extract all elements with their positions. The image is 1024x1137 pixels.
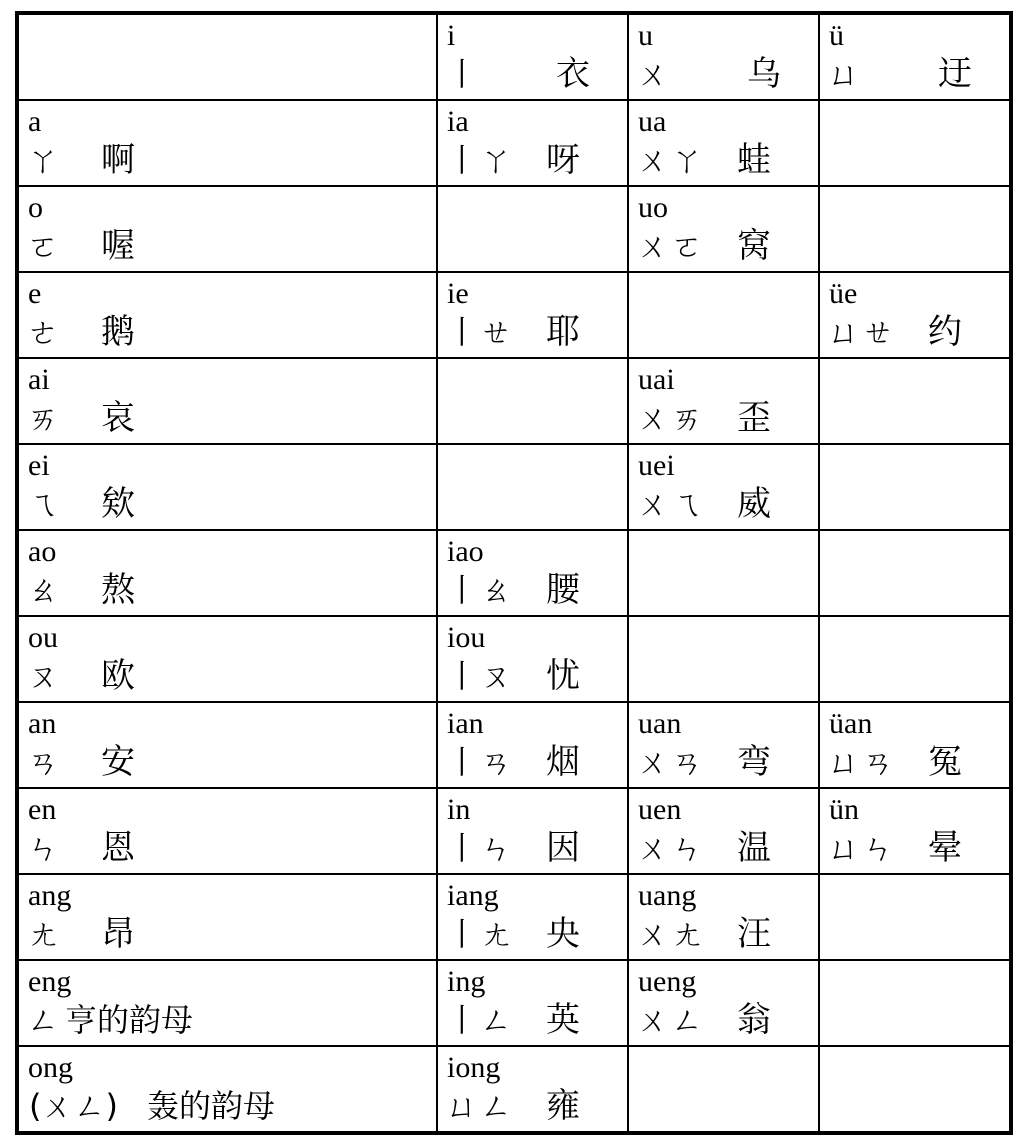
zhuyin-symbol: ㄚ [27,141,62,179]
table-cell [437,788,628,874]
pinyin-label: üan [829,707,873,740]
zhuyin-symbol: ㄟ [27,485,62,523]
example-character: 汪 [737,914,771,954]
zhuyin-symbol: 丨ㄥ [446,1001,515,1039]
example-character: 英 [546,1000,580,1040]
pinyin-label: uo [638,191,668,224]
table-row [17,960,1011,1046]
pinyin-label: uai [638,363,675,396]
example-character: 恩 [101,828,135,868]
table-cell [628,358,819,444]
zhuyin-symbol: 丨ㄝ [446,313,515,351]
pinyin-label: ei [28,449,50,482]
pinyin-label: en [28,793,57,826]
pinyin-label: eng [28,965,72,998]
table-cell [628,100,819,186]
table-cell [17,444,437,530]
table-cell [819,100,1011,186]
table-cell [437,444,628,530]
example-character: 烟 [546,742,580,782]
example-character: 央 [546,914,580,954]
table-cell [17,1046,437,1133]
zhuyin-symbol: ㄨㄤ [637,915,706,953]
zhuyin-symbol: ㄩ [828,55,863,93]
example-character: 约 [928,312,962,352]
table-cell [628,616,819,702]
table-row [17,272,1011,358]
zhuyin-symbol: ㄨㄞ [637,399,706,437]
zhuyin-symbol: ㄩㄢ [828,743,897,781]
table-cell [628,702,819,788]
pinyin-label: uang [638,879,697,912]
pinyin-label: a [28,105,42,138]
example-character: 温 [737,828,771,868]
zhuyin-symbol: ㄢ [27,743,62,781]
table-cell [437,874,628,960]
zhuyin-symbol: ㄥ [27,1001,62,1039]
example-character: 呀 [546,140,580,180]
zhuyin-symbol: ㄩㄝ [828,313,897,351]
table-cell [628,1046,819,1133]
example-character: 因 [546,828,580,868]
zhuyin-symbol: (ㄨㄥ) [29,1087,118,1125]
pinyin-label: uei [638,449,675,482]
pinyin-label: i [447,19,456,52]
zhuyin-symbol: ㄛ [27,227,62,265]
table-row [17,874,1011,960]
table-cell [17,702,437,788]
example-character: 腰 [546,570,580,610]
pinyin-label: an [28,707,57,740]
zhuyin-symbol: ㄣ [27,829,62,867]
pinyin-label: iou [447,621,486,654]
pinyin-label: ueng [638,965,697,998]
table-cell [628,960,819,1046]
table-cell [628,272,819,358]
table-row [17,358,1011,444]
table-cell [17,186,437,272]
table-row [17,1046,1011,1133]
zhuyin-symbol: 丨ㄣ [446,829,515,867]
zhuyin-symbol: ㄩㄥ [446,1087,515,1125]
example-character: 雍 [546,1086,580,1126]
table-row [17,186,1011,272]
pinyin-label: ün [829,793,859,826]
zhuyin-symbol: ㄨㄟ [637,485,706,523]
pinyin-label: uen [638,793,682,826]
zhuyin-symbol: ㄨㄥ [637,1001,706,1039]
pinyin-label: ü [829,19,844,52]
table-cell [819,616,1011,702]
example-character: 乌 [747,54,781,94]
table-cell [17,960,437,1046]
example-character: 啊 [101,140,135,180]
pinyin-label: ua [638,105,667,138]
table-cell [17,616,437,702]
table-cell [17,272,437,358]
table-cell [628,874,819,960]
table-cell [819,272,1011,358]
example-character: 晕 [928,828,962,868]
table-cell [437,272,628,358]
table-cell [437,960,628,1046]
zhuyin-symbol: ㄨㄢ [637,743,706,781]
example-character: 欸 [101,484,135,524]
table-cell [437,1046,628,1133]
zhuyin-symbol: 丨ㄢ [446,743,515,781]
table-cell [437,530,628,616]
zhuyin-symbol: 丨ㄚ [446,141,515,179]
zhuyin-symbol: ㄩㄣ [828,829,897,867]
table-cell [819,960,1011,1046]
example-character: 昂 [101,914,135,954]
table-cell [819,1046,1011,1133]
table-cell [17,530,437,616]
example-character: 鹅 [101,312,135,352]
pinyin-label: ong [28,1051,73,1084]
example-note: 轰的韵母 [147,1087,276,1125]
table-row [17,702,1011,788]
table-cell [17,788,437,874]
pinyin-label: o [28,191,43,224]
pinyin-label: ao [28,535,57,568]
example-character: 欧 [101,656,135,696]
zhuyin-symbol: 丨ㄠ [446,571,515,609]
pinyin-label: ian [447,707,484,740]
zhuyin-symbol: ㄨㄛ [637,227,706,265]
example-character: 翁 [737,1000,771,1040]
example-character: 喔 [101,226,135,266]
example-character: 忧 [546,656,580,696]
table-cell [819,874,1011,960]
table-cell [437,186,628,272]
zhuyin-symbol: ㄡ [27,657,62,695]
table-cell [437,100,628,186]
table-cell [628,444,819,530]
pinyin-label: uan [638,707,682,740]
pinyin-label: ai [28,363,50,396]
table-cell [628,788,819,874]
table-cell [17,100,437,186]
example-character: 衣 [556,54,590,94]
zhuyin-symbol: 丨ㄡ [446,657,515,695]
table-row [17,444,1011,530]
table-cell [628,186,819,272]
pinyin-label: ang [28,879,72,912]
pinyin-label: ou [28,621,58,654]
table-cell [819,358,1011,444]
table-row [17,100,1011,186]
table-cell [17,358,437,444]
example-character: 安 [101,742,135,782]
example-character: 威 [737,484,771,524]
table-cell-v [819,13,1011,100]
zhuyin-symbol: ㄠ [27,571,62,609]
zhuyin-symbol: ㄤ [27,915,62,953]
table-cell-i [437,13,628,100]
table-cell [437,358,628,444]
pinyin-label: u [638,19,653,52]
zhuyin-symbol: ㄨㄣ [637,829,706,867]
pinyin-label: in [447,793,471,826]
pinyin-label: iang [447,879,499,912]
pinyin-label: ie [447,277,469,310]
zhuyin-symbol: 丨ㄤ [446,915,515,953]
pinyin-label: ia [447,105,469,138]
table-cell [819,530,1011,616]
table-cell [819,788,1011,874]
pinyin-label: e [28,277,42,310]
example-character: 窝 [737,226,771,266]
table-cell-u [628,13,819,100]
example-character: 耶 [546,312,580,352]
table-cell-blank [17,13,437,100]
table-cell [819,444,1011,530]
pinyin-label: üe [829,277,858,310]
example-note: 亨的韵母 [65,1001,194,1039]
zhuyin-symbol: ㄞ [27,399,62,437]
table-cell [819,702,1011,788]
example-character: 弯 [737,742,771,782]
zhuyin-symbol: ㄨㄚ [637,141,706,179]
zhuyin-symbol: ㄜ [27,313,62,351]
example-character: 熬 [101,570,135,610]
pinyin-label: iao [447,535,484,568]
table-cell [17,874,437,960]
zhuyin-symbol: 丨 [446,55,481,93]
table-row [17,530,1011,616]
table-cell [628,530,819,616]
table-cell [819,186,1011,272]
example-character: 哀 [101,398,135,438]
pinyin-label: iong [447,1051,501,1084]
table-row-header [17,13,1011,100]
pinyin-label: ing [447,965,486,998]
pinyin-finals-table [15,11,1013,1135]
example-character: 迂 [938,54,972,94]
example-character: 歪 [737,398,771,438]
table-row [17,616,1011,702]
table-cell [437,702,628,788]
zhuyin-symbol: ㄨ [637,55,672,93]
example-character: 蛙 [737,140,771,180]
example-character: 冤 [928,742,962,782]
table-row [17,788,1011,874]
table-cell [437,616,628,702]
